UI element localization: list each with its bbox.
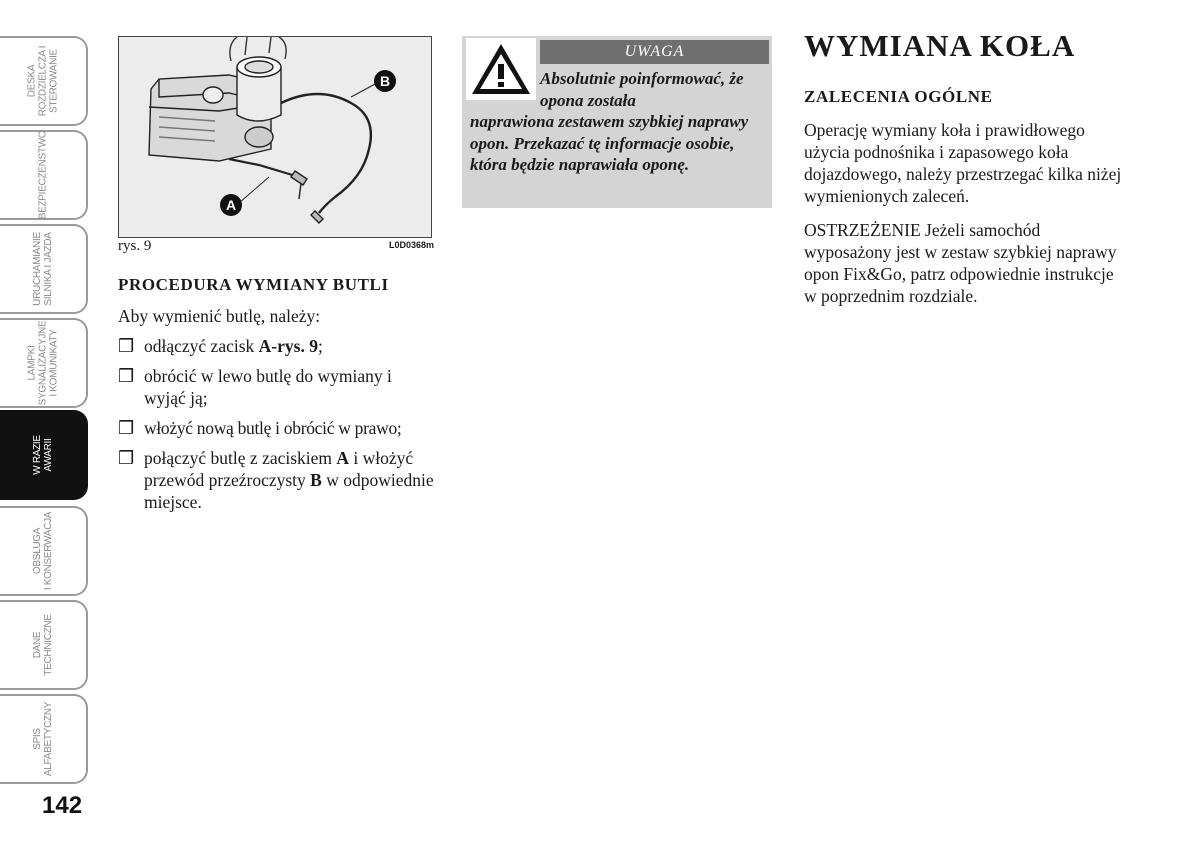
- list-item: [118, 335, 436, 357]
- tab-label: W RAZIE AWARII: [32, 435, 54, 475]
- step-text: włożyć nową butlę i obrócić w prawo;: [144, 418, 402, 438]
- paragraph-1: Operację wymiany koła i prawidłowego użycia podnośnika i zapasowego koła dojazdowego, należy przestrzegać kilka niżej wymienionych zaleceń.: [804, 120, 1122, 206]
- warning-text-rest: naprawiona zestawem szybkiej naprawy opon. Przekazać tę informacje osobie, która będzie naprawiała oponę.: [470, 112, 749, 174]
- figure-caption-text: rys. 9: [118, 238, 152, 254]
- tab-bezpieczenstwo[interactable]: [0, 130, 88, 220]
- step-text-end: ;: [317, 336, 323, 356]
- figure-illustration: [118, 36, 432, 238]
- tab-obsluga[interactable]: [0, 506, 88, 596]
- tab-w-razie-awarii[interactable]: [0, 410, 88, 500]
- warning-title: UWAGA: [540, 40, 769, 64]
- tab-label: OBSŁUGA I KONSERWACJA: [32, 511, 54, 591]
- figure-caption: [118, 238, 434, 255]
- checkbox-bullet-icon: ❒: [118, 336, 135, 356]
- tab-label: DANE TECHNICZNE: [32, 614, 54, 676]
- list-item: [118, 365, 436, 409]
- checkbox-bullet-icon: ❒: [118, 366, 135, 386]
- tab-deska-rozdzielcza[interactable]: [0, 36, 88, 126]
- paragraph-2: OSTRZEŻENIE Jeżeli samochód wyposażony jest w zestaw szybkiej naprawy opon Fix&Go, patrz odpowiednie instrukcje w poprzednim rozdziale.: [804, 220, 1117, 306]
- page-number: 142: [42, 792, 83, 819]
- step-text-mid: i włożyć przewód przeźroczysty: [144, 448, 414, 490]
- step-text: obrócić w lewo butlę do wymiany i wyjąć ją;: [144, 366, 392, 408]
- figure-label-a: A: [225, 197, 237, 213]
- tab-label: URUCHAMIANIE SILNIKA I JAZDA: [32, 232, 54, 306]
- tab-spis[interactable]: [0, 694, 88, 784]
- checkbox-bullet-icon: ❒: [118, 448, 135, 468]
- tab-uruchamianie[interactable]: [0, 224, 88, 314]
- step-text: odłączyć zacisk: [144, 336, 259, 356]
- wheel-change-section: [804, 28, 1124, 307]
- tab-label: LAMPKI SYGNALIZACYJNE I KOMUNIKATY: [26, 320, 60, 406]
- warning-text: [470, 68, 770, 176]
- procedure-intro: Aby wymienić butlę, należy:: [118, 306, 321, 326]
- step-ref: A: [336, 448, 350, 468]
- procedure-section: [118, 274, 436, 513]
- warning-box: [462, 36, 772, 208]
- section-subtitle: ZALECENIA OGÓLNE: [804, 87, 993, 106]
- step-text-end: w odpowiednie miejsce.: [144, 470, 434, 512]
- list-item: [118, 447, 436, 513]
- tab-label: SPIS ALFABETYCZNY: [32, 701, 54, 777]
- compressor-illustration: [119, 37, 433, 239]
- page-title: WYMIANA KOŁA: [804, 28, 1076, 63]
- warning-text-first: Absolutnie poinformować, że opona została: [540, 69, 744, 110]
- figure-label-b: B: [379, 73, 391, 89]
- figure-code: L0D0368m: [388, 240, 434, 250]
- tab-label: BEZPIECZEŃSTWO: [37, 130, 49, 220]
- tab-label: DESKA ROZDZIELCZA I STEROWANIE: [26, 45, 60, 117]
- list-item: [118, 417, 436, 439]
- step-ref: A-rys. 9: [258, 336, 318, 356]
- step-ref: B: [310, 470, 322, 490]
- step-text: połączyć butlę z zaciskiem: [144, 448, 337, 468]
- procedure-title: PROCEDURA WYMIANY BUTLI: [118, 275, 389, 294]
- tab-lampki[interactable]: [0, 318, 88, 408]
- tab-dane-techniczne[interactable]: [0, 600, 88, 690]
- checkbox-bullet-icon: ❒: [118, 418, 135, 438]
